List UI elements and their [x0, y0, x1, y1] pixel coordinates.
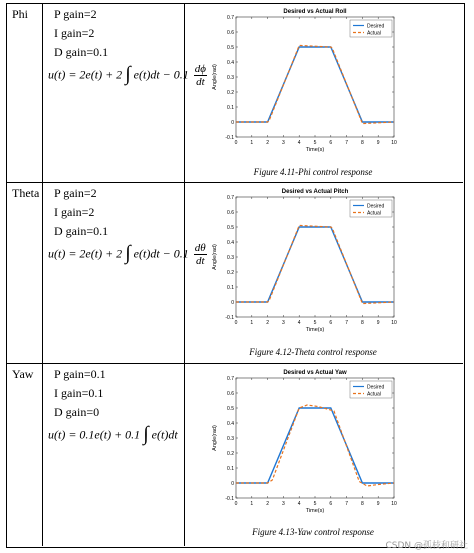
y-tick-label: 0.7	[227, 375, 234, 382]
x-tick-label: 8	[361, 501, 364, 507]
column-divider-1	[42, 3, 43, 546]
p-gain-phi: P gain=2	[54, 7, 97, 21]
x-tick-label: 4	[297, 320, 301, 326]
caption-phi: Figure 4.11-Phi control response	[253, 167, 373, 177]
chart-yaw	[206, 366, 406, 526]
formula-lhs: u(t) = 2e(t) + 2	[48, 67, 123, 82]
x-tick-label: 5	[313, 320, 317, 326]
y-tick-label: 0.6	[227, 29, 234, 36]
y-tick-label: 0.2	[227, 89, 234, 96]
x-tick-label: 6	[329, 501, 333, 507]
x-tick-label: 10	[391, 140, 397, 146]
y-axis-label: Angle(rad)	[212, 64, 218, 90]
legend-label: Actual	[367, 391, 381, 398]
legend-label: Desired	[367, 23, 385, 30]
x-axis-label: Time(s)	[305, 508, 325, 514]
x-tick-label: 8	[361, 140, 364, 146]
y-tick-label: 0.4	[227, 239, 234, 246]
formula-integrand: e(t)dt	[151, 427, 178, 442]
axis-name-theta: Theta	[12, 186, 40, 200]
y-tick-label: 0.3	[227, 435, 234, 442]
watermark: CSDN @孤枝和研社	[385, 541, 468, 551]
y-tick-label: 0.3	[227, 254, 234, 261]
x-tick-label: 5	[313, 140, 317, 146]
derivative-fraction	[194, 242, 207, 267]
chart-roll	[206, 5, 406, 165]
axis-name-phi: Phi	[12, 7, 29, 21]
integral-sign: ∫	[143, 423, 149, 445]
x-tick-label: 7	[345, 501, 348, 507]
x-tick-label: 7	[345, 320, 348, 326]
x-axis-label: Time(s)	[305, 147, 325, 153]
y-tick-label: 0.6	[227, 390, 234, 397]
p-gain-yaw: P gain=0.1	[54, 367, 106, 381]
y-tick-label: 0.6	[227, 209, 234, 216]
i-gain-theta: I gain=2	[54, 205, 95, 219]
x-tick-label: 6	[329, 140, 333, 146]
x-tick-label: 9	[376, 501, 380, 507]
legend-label: Actual	[367, 30, 381, 37]
control-law-phi	[48, 63, 207, 88]
x-tick-label: 3	[282, 320, 285, 326]
y-tick-label: 0.7	[227, 194, 234, 201]
y-tick-label: -0.1	[225, 495, 234, 502]
y-tick-label: 0.2	[227, 450, 234, 457]
formula-integrand: e(t)dt − 0.1	[133, 67, 189, 82]
formula-lhs: u(t) = 0.1e(t) + 0.1	[48, 427, 141, 442]
control-table	[6, 3, 464, 548]
d-gain-theta: D gain=0.1	[54, 224, 109, 238]
x-tick-label: 5	[313, 501, 317, 507]
x-tick-label: 2	[266, 501, 269, 507]
p-gain-theta: P gain=2	[54, 186, 97, 200]
x-tick-label: 2	[266, 320, 269, 326]
legend-label: Desired	[367, 384, 385, 391]
formula-integrand: e(t)dt − 0.1	[133, 246, 189, 261]
x-tick-label: 9	[376, 320, 380, 326]
d-gain-phi: D gain=0.1	[54, 45, 109, 59]
row-divider-2	[6, 363, 463, 364]
y-tick-label: 0	[231, 480, 234, 487]
i-gain-phi: I gain=2	[54, 26, 95, 40]
row-divider-1	[6, 182, 463, 183]
x-tick-label: 0	[234, 320, 238, 326]
integral-sign: ∫	[125, 63, 131, 85]
x-tick-label: 10	[391, 501, 397, 507]
chart-pitch	[206, 185, 406, 345]
y-tick-label: 0	[231, 299, 234, 306]
x-tick-label: 7	[345, 140, 348, 146]
y-tick-label: 0.3	[227, 74, 234, 81]
caption-yaw: Figure 4.13-Yaw control response	[252, 527, 374, 537]
y-tick-label: -0.1	[225, 314, 234, 321]
y-tick-label: 0.2	[227, 269, 234, 276]
x-tick-label: 1	[250, 140, 254, 146]
fraction-denominator: dt	[195, 255, 205, 267]
y-tick-label: 0	[231, 119, 234, 126]
formula-lhs: u(t) = 2e(t) + 2	[48, 246, 123, 261]
y-axis-label: Angle(rad)	[212, 244, 218, 270]
control-law-yaw	[48, 424, 178, 447]
fraction-denominator: dt	[196, 76, 205, 88]
fraction-numerator: dϕ	[194, 63, 206, 75]
derivative-fraction	[194, 63, 207, 88]
y-tick-label: 0.1	[227, 284, 234, 291]
y-axis-label: Angle(rad)	[212, 425, 218, 451]
y-tick-label: 0.1	[227, 465, 234, 472]
y-tick-label: 0.5	[227, 224, 234, 231]
x-tick-label: 4	[297, 501, 301, 507]
x-tick-label: 2	[266, 140, 269, 146]
i-gain-yaw: I gain=0.1	[54, 386, 104, 400]
y-tick-label: 0.1	[227, 104, 234, 111]
chart-title: Desired vs Actual Yaw	[283, 370, 347, 376]
control-law-theta	[48, 242, 207, 267]
y-tick-label: 0.4	[227, 59, 234, 66]
x-tick-label: 1	[250, 501, 254, 507]
caption-theta: Figure 4.12-Theta control response	[249, 347, 377, 357]
integral-sign: ∫	[125, 242, 131, 264]
x-tick-label: 6	[329, 320, 333, 326]
x-tick-label: 9	[376, 140, 380, 146]
x-tick-label: 1	[250, 320, 254, 326]
x-tick-label: 3	[282, 140, 285, 146]
y-tick-label: -0.1	[225, 134, 234, 141]
axis-name-yaw: Yaw	[12, 367, 34, 381]
fraction-numerator: dθ	[194, 242, 206, 254]
y-tick-label: 0.7	[227, 14, 234, 21]
x-axis-label: Time(s)	[305, 327, 325, 333]
legend-label: Actual	[367, 210, 381, 217]
chart-title: Desired vs Actual Pitch	[281, 189, 349, 195]
x-tick-label: 10	[391, 320, 397, 326]
x-tick-label: 3	[282, 501, 285, 507]
y-tick-label: 0.5	[227, 44, 234, 51]
y-tick-label: 0.4	[227, 420, 234, 427]
legend-label: Desired	[367, 203, 385, 210]
x-tick-label: 4	[297, 140, 301, 146]
x-tick-label: 0	[234, 140, 238, 146]
x-tick-label: 8	[361, 320, 364, 326]
d-gain-yaw: D gain=0	[54, 405, 100, 419]
chart-title: Desired vs Actual Roll	[283, 9, 347, 15]
y-tick-label: 0.5	[227, 405, 234, 412]
x-tick-label: 0	[234, 501, 238, 507]
